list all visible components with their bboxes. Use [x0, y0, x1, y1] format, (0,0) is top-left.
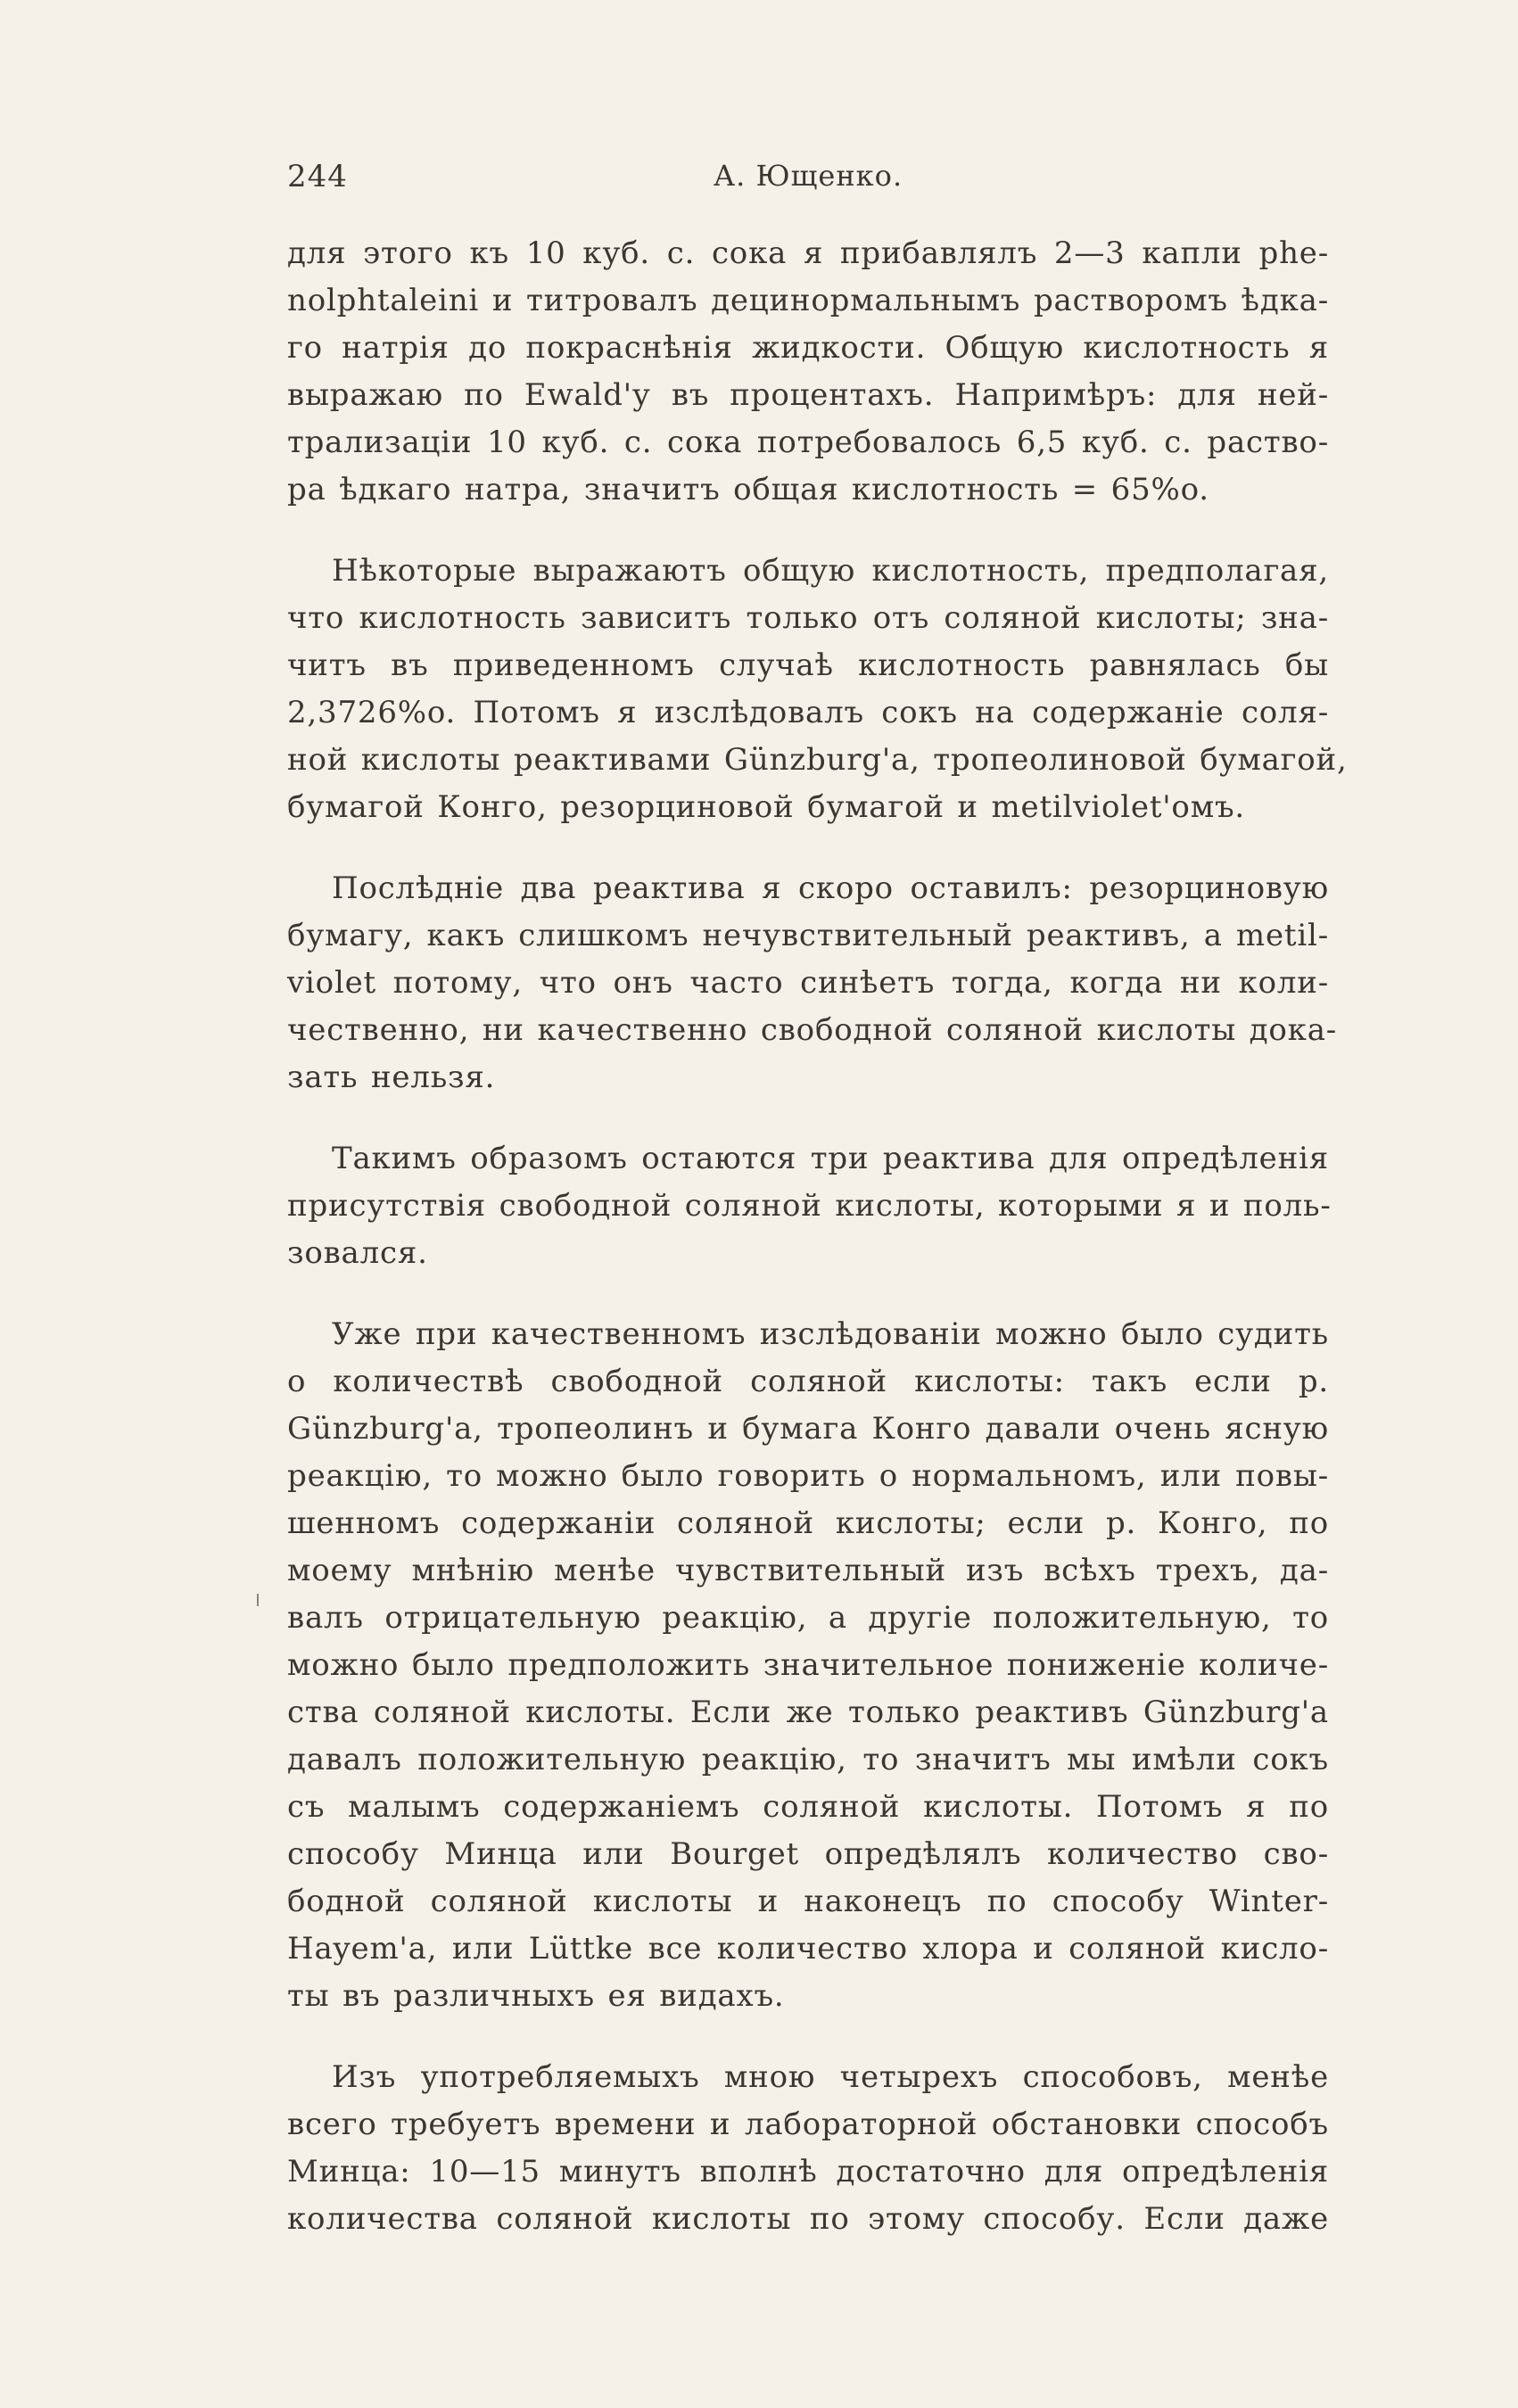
text-line: количества соляной кислоты по этому способу. Если даже — [287, 2201, 1329, 2237]
text-line: violet потому, что онъ часто синѣетъ тогда, когда ни коли- — [287, 965, 1329, 1001]
margin-mark — [257, 1594, 259, 1606]
page-number: 244 — [287, 159, 348, 194]
text-line: зать нельзя. — [287, 1060, 496, 1095]
text-line: зовался. — [287, 1235, 428, 1271]
text-line: ты въ различныхъ ея видахъ. — [287, 1978, 785, 2014]
text-line: бумагу, какъ слишкомъ нечувствительный реактивъ, а metil- — [287, 918, 1329, 953]
text-line: читъ въ приведенномъ случаѣ кислотность равнялась бы — [287, 647, 1329, 683]
paragraph-5 — [287, 1311, 1329, 2020]
text-line: съ малымъ содержаніемъ соляной кислоты. Потомъ я по — [287, 1789, 1329, 1825]
text-line: Нѣкоторые выражаютъ общую кислотность, предполагая, — [332, 553, 1329, 589]
text-line: бумагой Конго, резорциновой бумагой и metilviolet'омъ. — [287, 789, 1245, 825]
paragraph-3 — [287, 865, 1338, 1101]
paragraph-4 — [287, 1135, 1332, 1277]
paragraph-6 — [287, 2054, 1329, 2243]
text-line: присутствія свободной соляной кислоты, которыми я и поль- — [287, 1188, 1332, 1224]
text-line: nolphtaleini и титровалъ децинормальнымъ растворомъ ѣдка- — [287, 283, 1329, 318]
text-line: выражаю по Ewald'у въ процентахъ. Напримѣръ: для ней- — [287, 377, 1329, 413]
text-line: ра ѣдкаго натра, значитъ общая кислотность = 65%o. — [287, 472, 1209, 507]
text-line: способу Минца или Bourget опредѣлялъ количество сво- — [287, 1836, 1329, 1872]
text-line: для этого къ 10 куб. с. сока я прибавлялъ 2—3 капли phe- — [287, 235, 1329, 271]
paragraph-2 — [287, 548, 1348, 831]
running-title: А. Ющенко. — [713, 159, 903, 193]
running-head — [287, 159, 1329, 212]
text-line: Минца: 10—15 минутъ вполнѣ достаточно для опредѣленія — [287, 2154, 1329, 2189]
text-line: Уже при качественномъ изслѣдованіи можно было судить — [332, 1316, 1329, 1352]
text-line: Hayem'a, или Lüttke все количество хлора и соляной кисло- — [287, 1931, 1329, 1967]
text-line: всего требуетъ времени и лабораторной обстановки способъ — [287, 2107, 1329, 2142]
text-line: чественно, ни качественно свободной соляной кислоты дока- — [287, 1012, 1338, 1048]
text-line: го натрія до покраснѣнія жидкости. Общую кислотность я — [287, 330, 1329, 366]
text-line: ства соляной кислоты. Если же только реактивъ Günzburg'a — [287, 1695, 1329, 1730]
text-line: что кислотность зависитъ только отъ соляной кислоты; зна- — [287, 600, 1329, 636]
text-line: Послѣдніе два реактива я скоро оставилъ: резорциновую — [332, 870, 1329, 906]
body-text — [287, 230, 1348, 2277]
text-line: о количествѣ свободной соляной кислоты: такъ если р. — [287, 1364, 1329, 1399]
text-line: Изъ употребляемыхъ мною четырехъ способовъ, менѣе — [332, 2059, 1329, 2095]
text-line: реакцію, то можно было говорить о нормальномъ, или повы- — [287, 1458, 1329, 1494]
text-line: валъ отрицательную реакцію, а другіе положительную, то — [287, 1600, 1329, 1636]
text-line: трализаціи 10 куб. с. сока потребовалось 6,5 куб. с. раство- — [287, 425, 1329, 460]
text-line: моему мнѣнію менѣе чувствительный изъ всѣхъ трехъ, да- — [287, 1553, 1329, 1588]
text-line: бодной соляной кислоты и наконецъ по способу Winter- — [287, 1884, 1329, 1919]
paragraph-1 — [287, 230, 1329, 514]
text-line: 2,3726%o. Потомъ я изслѣдовалъ сокъ на содержаніе соля- — [287, 695, 1329, 730]
text-line: ной кислоты реактивами Günzburg'a, тропеолиновой бумагой, — [287, 742, 1348, 778]
text-line: Такимъ образомъ остаются три реактива для опредѣленія — [332, 1141, 1329, 1176]
text-line: Günzburg'a, тропеолинъ и бумага Конго давали очень ясную — [287, 1411, 1329, 1447]
text-line: шенномъ содержаніи соляной кислоты; если р. Конго, по — [287, 1505, 1329, 1541]
text-line: давалъ положительную реакцію, то значитъ мы имѣли сокъ — [287, 1742, 1329, 1777]
text-line: можно было предположить значительное пониженіе количе- — [287, 1647, 1329, 1683]
